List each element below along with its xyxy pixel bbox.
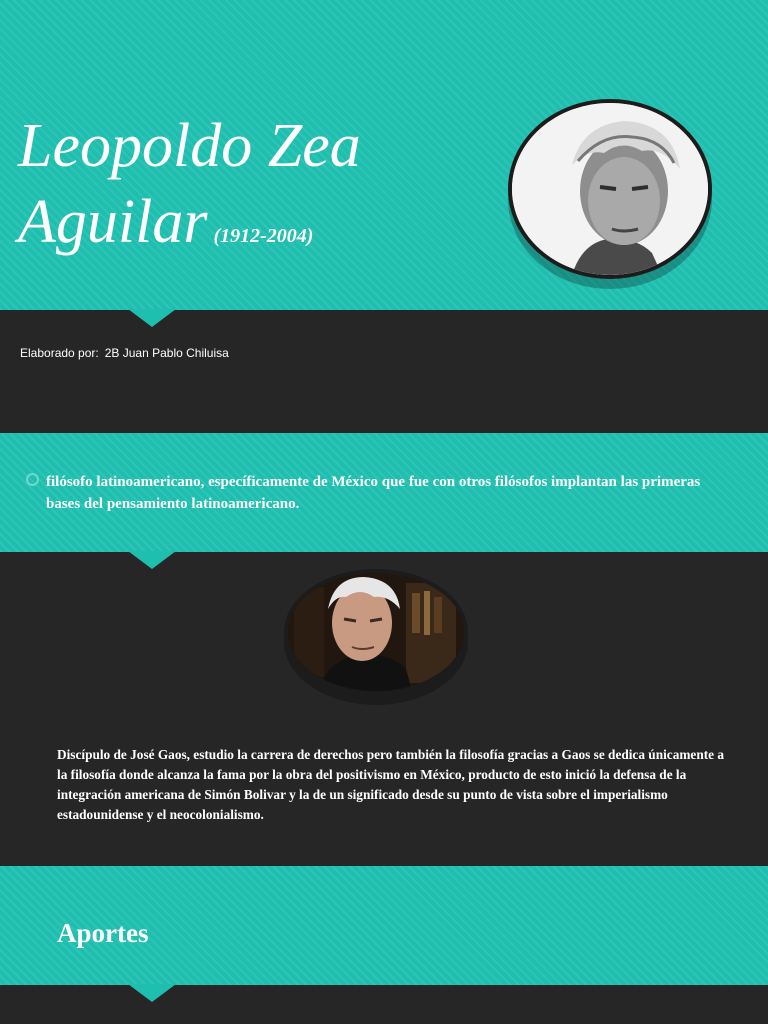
intro-notch xyxy=(128,551,176,569)
credit-author: 2B Juan Pablo Chiluisa xyxy=(104,346,229,360)
portrait-photo-2 xyxy=(284,569,468,695)
credit-label: Elaborado por: xyxy=(20,346,99,360)
header-notch xyxy=(128,309,176,327)
credit-line xyxy=(20,346,235,360)
bullet-icon xyxy=(26,473,39,486)
bottom-band xyxy=(0,985,768,1024)
portrait-2-image xyxy=(288,573,464,691)
page-title xyxy=(18,108,361,274)
title-dates: (1912-2004) xyxy=(213,225,314,247)
portrait-1-image xyxy=(512,103,708,275)
section-heading-aportes: Aportes xyxy=(57,918,149,948)
title-line-1: Leopoldo Zea xyxy=(18,112,361,180)
title-line-2: Aguilar xyxy=(18,188,208,256)
credit-band xyxy=(0,310,768,433)
aportes-notch xyxy=(128,984,176,1002)
portrait-photo-1 xyxy=(508,99,712,279)
bio-paragraph: Discípulo de José Gaos, estudio la carrera de derechos pero también la filosofía gracias a Gaos se dedica únicamente a la filosofía donde alcanza la fama por la obra del positivismo en México, producto de esto inició la defensa de la integración americana de Simón Bolivar y la de un significado desde su punto de vista sobre el imperialismo estadounidense y el neocolonialismo. xyxy=(57,747,725,822)
intro-text: filósofo latinoamericano, específicamente de México que fue con otros filósofos implantan las primeras bases del pensamiento latinoamericano. xyxy=(46,474,701,512)
